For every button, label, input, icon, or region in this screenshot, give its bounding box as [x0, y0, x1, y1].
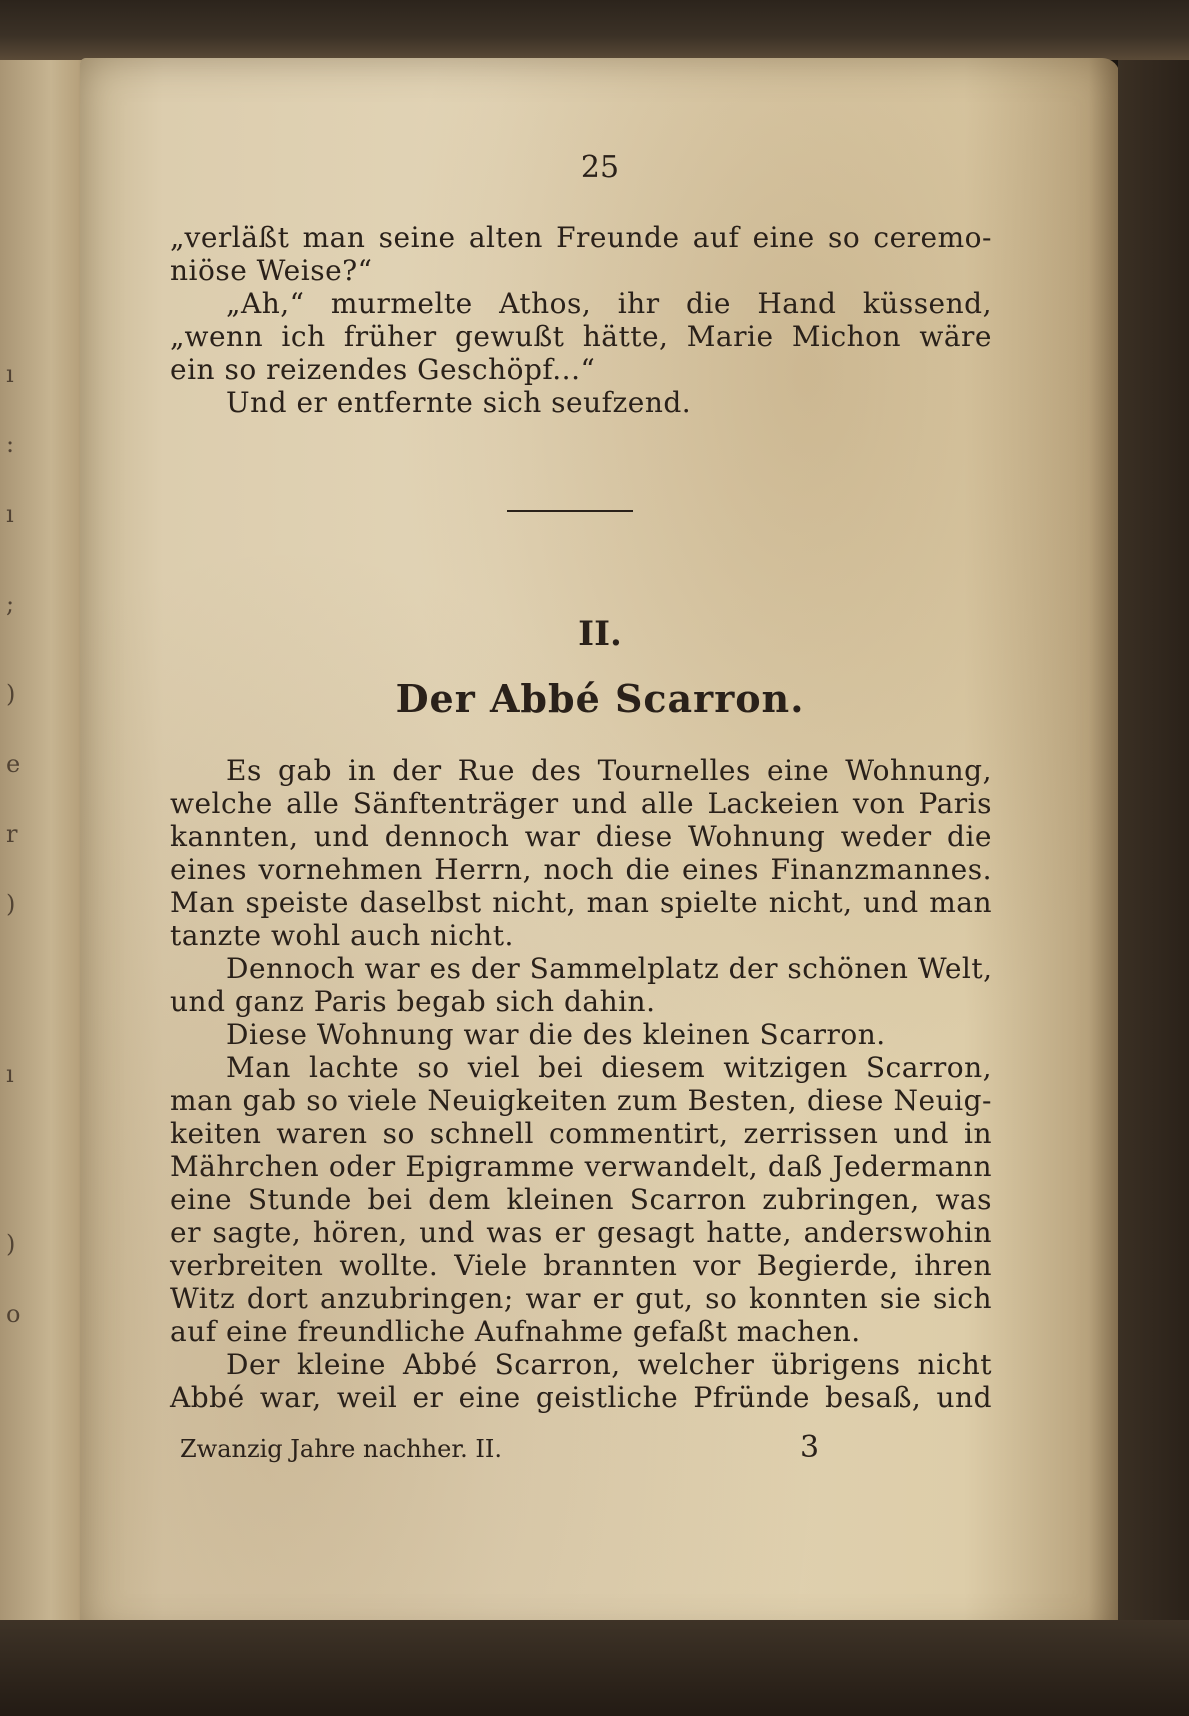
text-line: Und er entfernte sich seufzend.	[226, 386, 692, 419]
text-line: eines vornehmen Herrn, noch die eines Finanzmannes.	[170, 853, 992, 886]
book-cover-bottom-edge	[0, 1620, 1189, 1716]
text-line: auf eine freundliche Aufnahme gefaßt machen.	[170, 1315, 861, 1348]
text-line: man gab so viele Neuigkeiten zum Besten, diese Neuig-	[170, 1084, 992, 1117]
text-line: verbreiten wollte. Viele brannten vor Begierde, ihren	[170, 1249, 992, 1282]
left-page-ghost-mark: ;	[6, 590, 15, 618]
left-page-ghost-mark: ı	[6, 360, 14, 388]
text-line: Der kleine Abbé Scarron, welcher übrigens nicht	[226, 1348, 992, 1381]
text-line: Man speiste daselbst nicht, man spielte nicht, und man	[170, 886, 992, 919]
left-page-ghost-mark: r	[6, 820, 18, 848]
book-cover-top-edge	[0, 0, 1189, 60]
text-line: Diese Wohnung war die des kleinen Scarron.	[226, 1018, 886, 1051]
chapter-title: Der Abbé Scarron.	[395, 676, 805, 721]
text-line: er sagte, hören, und was er gesagt hatte, anderswohin	[170, 1216, 992, 1249]
text-line: Dennoch war es der Sammelplatz der schönen Welt,	[226, 952, 993, 985]
text-line: „verläßt man seine alten Freunde auf eine so ceremo-	[170, 221, 992, 254]
left-page-ghost-mark: )	[6, 1230, 16, 1258]
book-page	[80, 58, 1120, 1638]
section-divider	[507, 510, 633, 512]
page-number: 25	[580, 150, 620, 185]
text-line: „Ah,“ murmelte Athos, ihr die Hand küssend,	[226, 287, 992, 320]
left-page-ghost-mark: e	[6, 750, 21, 778]
text-line: Man lachte so viel bei diesem witzigen Scarron,	[226, 1051, 992, 1084]
text-line: Mährchen oder Epigramme verwandelt, daß Jedermann	[170, 1150, 992, 1183]
text-line: kannten, und dennoch war diese Wohnung weder die	[170, 820, 992, 853]
text-line: Witz dort anzubringen; war er gut, so konnten sie sich	[170, 1282, 992, 1315]
chapter-number: II.	[578, 614, 622, 654]
left-page-ghost-mark: :	[6, 430, 15, 458]
text-line: Abbé war, weil er eine geistliche Pfründe besaß, und	[170, 1381, 992, 1414]
signature-mark: Zwanzig Jahre nachher. II.	[180, 1435, 502, 1463]
text-line: Es gab in der Rue des Tournelles eine Wohnung,	[226, 754, 992, 787]
book-cover-right-edge	[1118, 60, 1189, 1620]
left-page-ghost-mark: ı	[6, 500, 14, 528]
left-page-ghost-mark: )	[6, 680, 16, 708]
left-page-ghost-mark: ı	[6, 1060, 14, 1088]
text-line: und ganz Paris begab sich dahin.	[170, 985, 656, 1018]
signature-number: 3	[800, 1430, 820, 1465]
text-line: niöse Weise?“	[170, 254, 373, 287]
text-line: ein so reizendes Geschöpf...“	[170, 353, 596, 386]
left-page-ghost-mark: o	[6, 1300, 21, 1328]
text-line: welche alle Sänftenträger und alle Lackeien von Paris	[170, 787, 992, 820]
text-line: eine Stunde bei dem kleinen Scarron zubringen, was	[170, 1183, 992, 1216]
text-line: „wenn ich früher gewußt hätte, Marie Michon wäre	[170, 320, 992, 353]
left-page-ghost-mark: )	[6, 890, 16, 918]
text-line: tanzte wohl auch nicht.	[170, 919, 514, 952]
text-line: keiten waren so schnell commentirt, zerrissen und in	[170, 1117, 992, 1150]
